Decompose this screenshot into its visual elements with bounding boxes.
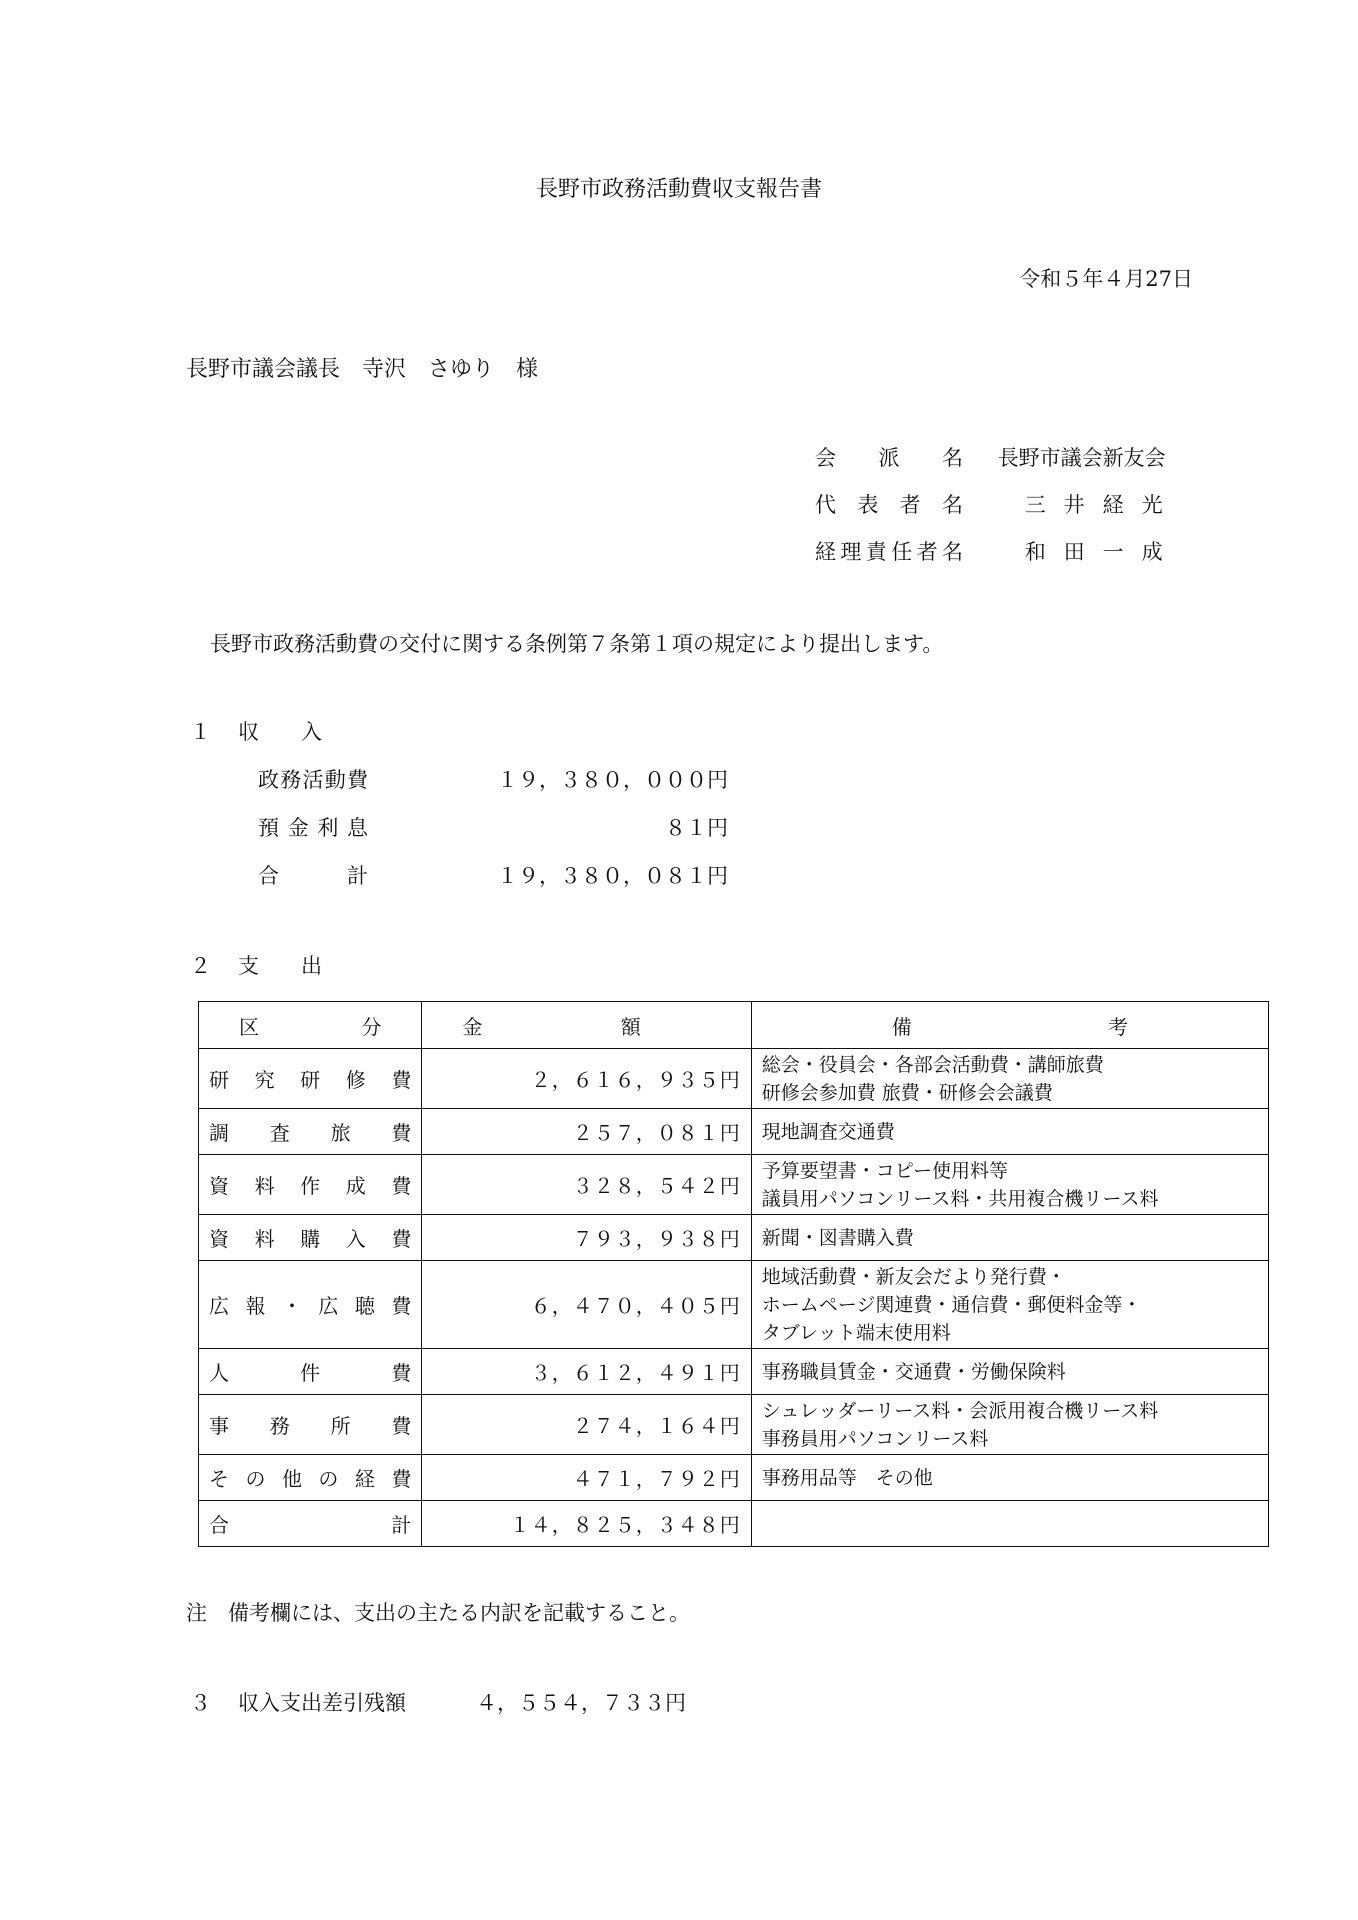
report-date: 令和５年４月27日 <box>1019 267 1193 291</box>
addressee: 長野市議会議長 寺沢 さゆり 様 <box>186 357 539 382</box>
income-heading <box>190 716 322 746</box>
category-cell: その他の経費 <box>199 1455 422 1501</box>
note-line: 議員用パソコンリース料・共用複合機リース料 <box>761 1187 1159 1210</box>
note-line: 研修会参加費 旅費・研修会会議費 <box>761 1081 1053 1104</box>
signatory-label: 会派名 <box>815 446 963 470</box>
notes-cell <box>751 1109 1268 1155</box>
table-header-row <box>199 1002 1269 1049</box>
intro-text: 長野市政務活動費の交付に関する条例第７条第１項の規定により提出します。 <box>210 632 944 656</box>
income-label: 合計 <box>258 864 368 888</box>
category-cell: 合計 <box>199 1501 422 1547</box>
amount-cell: ２，６１６，９３５円 <box>422 1049 751 1109</box>
amount-cell: ６，４７０，４０５円 <box>422 1261 751 1349</box>
note-line: 現地調査交通費 <box>761 1120 895 1143</box>
category-cell: 研究研修費 <box>199 1049 422 1109</box>
table-row <box>199 1215 1269 1261</box>
income-row <box>258 860 728 890</box>
notes-cell <box>751 1049 1268 1109</box>
document-title: 長野市政務活動費収支報告書 <box>535 177 822 202</box>
signatory-value: 三井経光 <box>1024 493 1181 517</box>
income-amount: ８１円 <box>665 816 728 840</box>
category-cell: 資料購入費 <box>199 1215 422 1261</box>
notes-cell <box>751 1215 1268 1261</box>
note-line: ホームページ関連費・通信費・郵便料金等・ <box>761 1293 1142 1316</box>
category-cell: 資料作成費 <box>199 1155 422 1215</box>
signatory-value: 和田一成 <box>1024 540 1181 564</box>
table-row <box>199 1049 1269 1109</box>
amount-cell: １４，８２５，３４８円 <box>422 1501 751 1547</box>
signatory-row <box>815 489 1211 519</box>
notes-cell <box>751 1395 1268 1455</box>
amount-cell: ２７４，１６４円 <box>422 1395 751 1455</box>
note-line: 新聞・図書購入費 <box>761 1226 914 1249</box>
table-row <box>199 1501 1269 1547</box>
signatory-label: 経理責任者名 <box>815 540 963 564</box>
note-line: 事務職員賃金・交通費・労働保険料 <box>761 1360 1066 1383</box>
note-line: 予算要望書・コピー使用料等 <box>761 1159 1009 1182</box>
expenditure-heading <box>190 950 322 980</box>
note-line: 事務員用パソコンリース料 <box>761 1427 989 1450</box>
note-line: 地域活動費・新友会だより発行費・ <box>761 1265 1066 1288</box>
notes-cell <box>751 1155 1268 1215</box>
note-line: シュレッダーリース料・会派用複合機リース料 <box>761 1399 1159 1422</box>
note-line: タブレット端末使用料 <box>761 1321 951 1344</box>
income-label: 政務活動費 <box>258 768 368 792</box>
notes-cell <box>751 1455 1268 1501</box>
table-row <box>199 1155 1269 1215</box>
header-notes: 備 考 <box>751 1002 1268 1049</box>
notes-cell <box>751 1261 1268 1349</box>
table-row <box>199 1455 1269 1501</box>
table-row <box>199 1395 1269 1455</box>
table-row <box>199 1261 1269 1349</box>
notes-cell <box>751 1349 1268 1395</box>
expenditure-table <box>198 1001 1269 1547</box>
balance-amount: ４，５５４，７３３円 <box>476 1691 686 1715</box>
amount-cell: ３２８，５４２円 <box>422 1155 751 1215</box>
table-row <box>199 1349 1269 1395</box>
income-amount: １９，３８０，０８１円 <box>497 864 728 888</box>
income-row <box>258 812 728 842</box>
balance-label: 収入支出差引残額 <box>238 1691 406 1715</box>
income-amount: １９，３８０，０００円 <box>497 768 728 792</box>
category-cell: 調査旅費 <box>199 1109 422 1155</box>
section-title: 収 入 <box>238 720 322 744</box>
signatory-row <box>815 442 1198 472</box>
amount-cell: ２５７，０８１円 <box>422 1109 751 1155</box>
amount-cell: ４７１，７９２円 <box>422 1455 751 1501</box>
section-number: １ <box>190 720 211 744</box>
header-category: 区 分 <box>199 1002 422 1049</box>
signatory-label: 代表者名 <box>815 493 963 517</box>
income-label: 預金利息 <box>258 816 368 840</box>
signatory-value: 長野市議会新友会 <box>997 446 1166 470</box>
section-number: ２ <box>190 954 211 978</box>
table-row <box>199 1109 1269 1155</box>
note-line: 総会・役員会・各部会活動費・講師旅費 <box>761 1053 1104 1076</box>
amount-cell: ３，６１２，４９１円 <box>422 1349 751 1395</box>
amount-cell: ７９３，９３８円 <box>422 1215 751 1261</box>
section-number: ３ <box>190 1691 211 1715</box>
footnote: 注 備考欄には、支出の主たる内訳を記載すること。 <box>186 1601 690 1625</box>
category-cell: 広報・広聴費 <box>199 1261 422 1349</box>
category-cell: 人件費 <box>199 1349 422 1395</box>
signatory-row <box>815 536 1211 566</box>
note-line: 事務用品等 その他 <box>761 1466 933 1489</box>
balance-row <box>190 1687 686 1717</box>
notes-cell <box>751 1501 1268 1547</box>
category-cell: 事務所費 <box>199 1395 422 1455</box>
header-amount: 金 額 <box>422 1002 751 1049</box>
section-title: 支 出 <box>238 954 322 978</box>
income-row <box>258 764 728 794</box>
